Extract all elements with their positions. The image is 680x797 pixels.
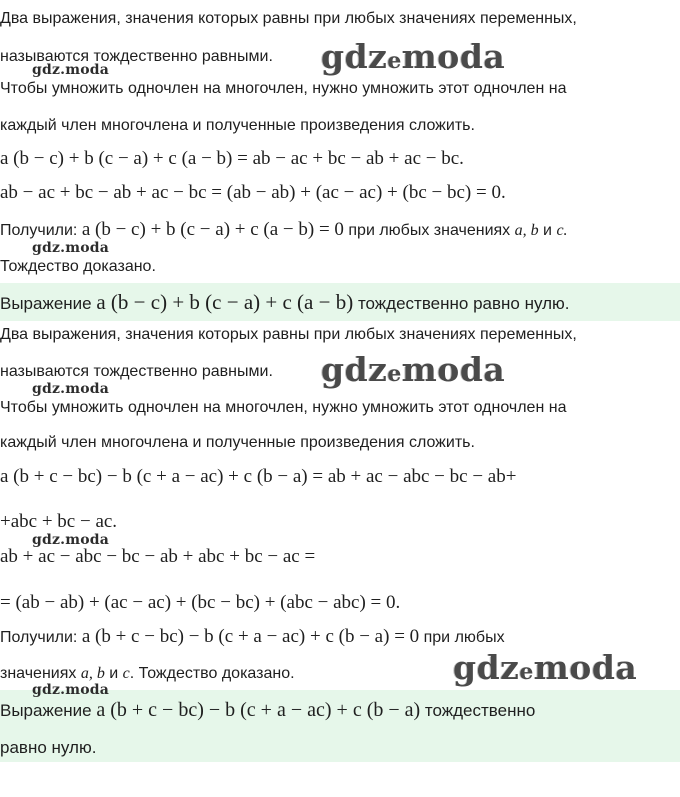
result-line-2: значениях a, b и c. Тождество доказано. — [0, 665, 295, 682]
expansion-equation: a (b − c) + b (c − a) + c (a − b) = ab − ac + bc − ab + ac − bc. — [0, 148, 464, 169]
proof-complete: Тождество доказано. — [0, 258, 156, 275]
expansion-equation-part-1: a (b + c − bc) − b (c + a − ac) + c (b − a) = ab + ac − abc − bc − ab+ — [0, 466, 517, 487]
answer-line-2: равно нулю. — [0, 738, 97, 757]
watermark-small: gdz.moda — [32, 381, 110, 397]
answer-line-1: Выражение a (b + c − bc) − b (c + a − ac) + c (b − a) тождественно — [0, 699, 536, 721]
answer-line: Выражение a (b − c) + b (c − a) + c (a − b) тождественно равно нулю. — [0, 290, 570, 314]
watermark-small: gdz.moda — [32, 62, 110, 78]
expansion-equation-part-2: +abc + bc − ac. — [0, 511, 118, 532]
grouping-equation: ab − ac + bc − ab + ac − bc = (ab − ab) + (ac − ac) + (bc − bc) = 0. — [0, 182, 506, 203]
rule-line-2: каждый член многочлена и полученные произведения сложить. — [0, 117, 475, 134]
watermark-logo: gdzemoda — [453, 648, 638, 687]
rule-line-1: Чтобы умножить одночлен на многочлен, нужно умножить этот одночлен на — [0, 399, 567, 416]
watermark-small: gdz.moda — [32, 240, 110, 256]
rule-line-2: каждый член многочлена и полученные произведения сложить. — [0, 434, 475, 451]
result-line-1: Получили: a (b + c − bc) − b (c + a − ac) + c (b − a) = 0 при любых — [0, 626, 505, 647]
rule-line-1: Чтобы умножить одночлен на многочлен, нужно умножить этот одночлен на — [0, 80, 567, 97]
watermark-small: gdz.moda — [32, 532, 110, 548]
result-line: Получили: a (b − c) + b (c − a) + c (a − b) = 0 при любых значениях a, b и c. — [0, 219, 568, 240]
definition-line-2: называются тождественно равными. — [0, 48, 273, 65]
watermark-logo: gdzemoda — [321, 37, 506, 76]
watermark-logo: gdzemoda — [321, 350, 506, 389]
definition-line-1: Два выражения, значения которых равны при любых значениях переменных, — [0, 10, 577, 27]
definition-line-2: называются тождественно равными. — [0, 363, 273, 380]
grouping-equation-part-1: ab + ac − abc − bc − ab + abc + bc − ac = — [0, 546, 316, 567]
definition-line-1: Два выражения, значения которых равны при любых значениях переменных, — [0, 326, 577, 343]
grouping-equation-part-2: = (ab − ab) + (ac − ac) + (bc − bc) + (abc − abc) = 0. — [0, 592, 401, 613]
watermark-small: gdz.moda — [32, 682, 110, 698]
